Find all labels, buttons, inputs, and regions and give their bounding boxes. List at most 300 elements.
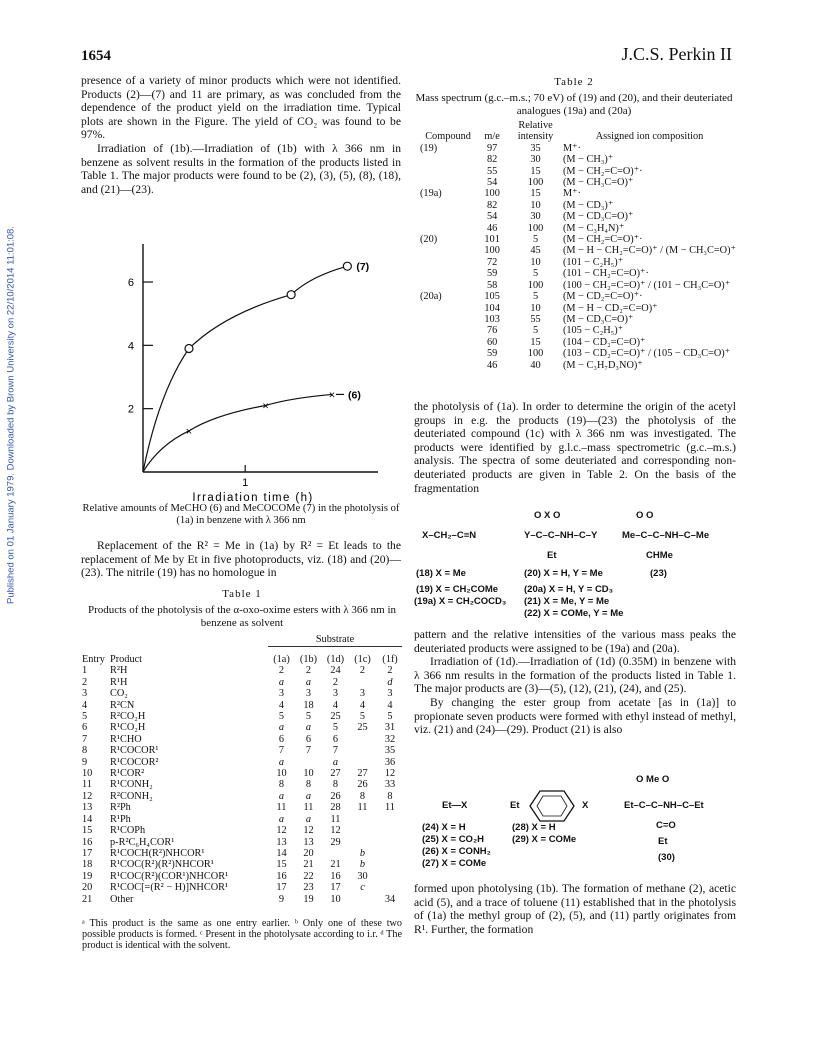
table-cell: 12 — [303, 825, 314, 837]
table2-row — [420, 154, 736, 165]
table-cell — [376, 871, 404, 882]
table-cell: R¹Ph — [110, 813, 131, 825]
table-cell: 10 — [530, 256, 541, 268]
label-26: (26) X = CONH₂ — [422, 846, 491, 857]
table-cell: 13 — [82, 802, 93, 814]
table-cell: 3 — [305, 688, 312, 700]
column-header: Assigned ion composition — [595, 131, 704, 143]
label-30: (30) — [658, 852, 675, 863]
table2-row — [420, 325, 736, 336]
paragraph: Irradiation of (1b).—Irradiation of (1b) with λ 366 nm in benzene as solvent results in the formation of the products listed in Table 1. The major products were found to be (2), (3), (5), (8), (18), and (21)—(23). — [81, 141, 401, 196]
amide-top-atoms: O X O — [534, 510, 561, 521]
table-cell: (M − H − CH₂=C=O)⁺ / (M − CH₃C=O)⁺ — [562, 245, 736, 257]
column-header: (1b) — [299, 654, 318, 665]
table-cell — [420, 303, 476, 314]
table2-row — [420, 314, 736, 325]
amide-substituent: Et — [547, 550, 557, 561]
table-cell: 5 — [278, 711, 285, 723]
table-cell: 10 — [303, 768, 314, 780]
table1-grid — [82, 654, 404, 905]
structure-30-top: O Me O — [636, 774, 670, 785]
table-cell: 13 — [276, 836, 287, 848]
table-cell — [376, 859, 404, 870]
table-cell: 23 — [303, 882, 314, 894]
data-point-circle — [185, 345, 193, 353]
table-cell: 19 — [303, 893, 314, 905]
table1-row — [82, 871, 404, 882]
table-cell: 8 — [332, 779, 339, 791]
table-cell: 59 — [486, 268, 498, 280]
figure-caption: Relative amounts of MeCHO (6) and MeCOCOMe (7) in the photolysis of (1a) in benzene with λ 366 nm — [82, 503, 400, 526]
table-cell: 100 — [484, 245, 500, 257]
table-cell: 5 — [359, 711, 366, 723]
right-text-1 — [414, 400, 736, 495]
series-line — [143, 394, 332, 472]
table2-row — [420, 166, 736, 177]
table2-row — [420, 245, 736, 256]
table-cell — [376, 848, 404, 859]
table-cell: (M − CD₃C=O)⁺ — [562, 313, 634, 325]
table-cell — [420, 211, 476, 222]
table-cell — [420, 268, 476, 279]
table2-row — [420, 268, 736, 279]
download-notice — [4, 200, 18, 630]
series-label: (7) — [356, 261, 370, 274]
x-tick-label: 1 — [242, 477, 249, 489]
table2-row — [420, 234, 736, 245]
table-cell: (M − CH₂=C=O)⁺· — [562, 165, 643, 177]
table-cell — [420, 325, 476, 336]
table-cell: 6 — [305, 733, 312, 745]
table-cell: 5 — [532, 268, 539, 280]
table2-grid — [420, 120, 736, 371]
table-cell: (101 − CH₂=C=O)⁺· — [562, 268, 649, 280]
table-cell: R²CONH₂ — [110, 790, 153, 802]
column-header: Relative intensity — [517, 120, 554, 143]
table-cell: p-R²C₆H₄COR¹ — [110, 836, 175, 848]
table-cell: 5 — [305, 711, 312, 723]
paragraph: Irradiation of (1d).—Irradiation of (1d) (0.35M) in benzene with λ 366 nm results in the formation of the products listed in Table 1. The major products are (3)—(5), (12), (21), (24), and (25). — [414, 655, 736, 696]
label-27: (27) X = COMe — [422, 858, 487, 869]
table-cell: R¹COR² — [110, 768, 145, 780]
table1-title: Products of the photolysis of the α-oxo-oxime esters with λ 366 nm in benzene as solvent — [87, 604, 397, 629]
table-cell: R¹CO₂H — [110, 722, 146, 734]
download-notice-text: Published on 01 January 1979. Downloaded by Brown University on 22/10/2014 11:01:08. — [5, 226, 17, 604]
table-cell: a — [278, 790, 285, 802]
table2-row — [420, 291, 736, 302]
structure-30-ethyl: Et — [658, 836, 668, 847]
table-cell — [420, 257, 476, 268]
table1-row — [82, 665, 404, 676]
table1-row — [82, 791, 404, 802]
table-cell: 4 — [278, 699, 285, 711]
table-cell: b — [359, 859, 366, 871]
table-cell: 101 — [484, 234, 500, 246]
table-cell: (M − C₃H₇D₃NO)⁺ — [562, 359, 643, 371]
substrate-rule — [268, 646, 402, 647]
table1-row — [82, 722, 404, 733]
table-cell: 7 — [278, 745, 285, 757]
table-cell: R¹CONH₂ — [110, 779, 153, 791]
table1-footnote: ᵃ This product is the same as one entry earlier. ᵇ Only one of these two possible products is formed. ᶜ Present in the photolysate according to i.r. ᵈ The product is identical with the solvent. — [82, 918, 402, 952]
table-cell: 28 — [330, 802, 341, 814]
table1-row — [82, 757, 404, 768]
table-cell: 6 — [82, 722, 88, 734]
series-line — [143, 266, 347, 472]
table-cell: 18 — [82, 859, 93, 871]
table-cell: 26 — [357, 779, 368, 791]
structure-23-substituent: CHMe — [646, 550, 673, 561]
table-cell: 58 — [486, 279, 498, 291]
table-cell: (M − CD₃)⁺ — [562, 199, 614, 211]
table-cell: 21 — [303, 859, 314, 871]
table-cell: 17 — [330, 882, 341, 894]
table-cell — [420, 337, 476, 348]
table-cell: (20a) — [420, 291, 442, 303]
table1-row — [82, 688, 404, 699]
table-cell: M⁺· — [562, 142, 581, 154]
table-cell: 8 — [278, 779, 285, 791]
structures-18-23 — [414, 508, 736, 626]
header-row — [420, 120, 736, 143]
table-cell: 8 — [387, 790, 393, 802]
table-cell — [420, 348, 476, 359]
table-cell: 6 — [278, 733, 285, 745]
table-cell: 11 — [82, 779, 92, 791]
table-cell: 5 — [532, 291, 539, 303]
table-cell: 5 — [532, 325, 539, 337]
table-cell: 27 — [357, 768, 368, 780]
table-cell: 10 — [82, 768, 93, 780]
label-19a: (19a) X = CH₂COCD₃ — [414, 596, 507, 607]
paragraph: By changing the ester group from acetate [as in (1a)] to propionate seven products were formed with ethyl instead of methyl, viz. (21) and (24)—(29). Product (21) is also — [414, 695, 736, 737]
table-cell: (100 − CH₂=C=O)⁺ / (101 − CH₃C=O)⁺ — [562, 279, 731, 291]
table-cell: 59 — [486, 348, 498, 360]
table-cell — [295, 757, 322, 768]
table-cell: 35 — [530, 142, 541, 154]
column-header: (1a) — [273, 654, 290, 665]
table1-row — [82, 859, 404, 870]
table-cell: (M − CH₃)⁺ — [562, 154, 614, 166]
table-cell: 31 — [384, 722, 396, 734]
column-header: Entry — [82, 654, 105, 665]
table-cell: 3 — [359, 688, 366, 700]
table-cell: R²Ph — [110, 802, 131, 814]
table1-row — [82, 848, 404, 859]
journal-title: J.C.S. Perkin II — [621, 44, 732, 64]
table-cell: a — [332, 756, 339, 768]
y-tick-label: 2 — [127, 403, 134, 416]
table-cell: CO₂ — [110, 688, 128, 700]
data-point-circle — [343, 262, 351, 270]
column-header: (1c) — [354, 654, 371, 665]
table-cell: 54 — [486, 211, 498, 223]
table-cell: R²CO₂H — [110, 711, 146, 723]
column-header: m/e — [484, 131, 500, 143]
table-cell: 32 — [384, 733, 396, 745]
table-cell: 100 — [527, 177, 544, 189]
table-cell: (101 − C₂H₅)⁺ — [562, 256, 624, 268]
table-cell: 24 — [330, 665, 341, 677]
page-number: 1654 — [81, 48, 111, 64]
table-cell: 15 — [530, 188, 541, 200]
table-cell: 14 — [276, 847, 287, 859]
table-cell: 3 — [278, 688, 285, 700]
structure-24-27: Et—X — [442, 800, 468, 811]
table-cell: R¹COC[=(R² − H)]NHCOR¹ — [110, 882, 229, 894]
table-cell: 17 — [276, 882, 287, 894]
table-cell: 3 — [332, 688, 339, 700]
table-cell: (M − C₃H₄N)⁺ — [562, 222, 625, 234]
table-cell: 11 — [330, 813, 341, 825]
table-cell: (103 − CD₂=C=O)⁺ / (105 − CD₃C=O)⁺ — [562, 348, 731, 360]
table-cell: 27 — [330, 768, 341, 780]
table-cell: 12 — [384, 768, 396, 780]
table1-row — [82, 768, 404, 779]
table-cell: 30 — [530, 211, 541, 223]
table2-row — [420, 188, 736, 199]
table-cell: a — [278, 676, 285, 688]
table-cell: 3 — [82, 688, 88, 700]
table-cell: b — [359, 847, 366, 859]
table-cell: (M − CD₂=C=O)⁺· — [562, 291, 643, 303]
table-cell: (19) — [420, 142, 438, 154]
table2-row — [420, 303, 736, 314]
label-20: (20) X = H, Y = Me — [524, 568, 603, 579]
table-cell — [420, 200, 476, 211]
x-axis-label: Irradiation time (h) — [192, 492, 314, 504]
table-cell: 5 — [82, 711, 88, 723]
table-cell: 19 — [82, 870, 93, 882]
table-cell: 16 — [82, 836, 93, 848]
table-cell: a — [305, 676, 312, 688]
paragraph: presence of a variety of minor products which were not identified. Products (2)—(7) and 11 are primary, as was concluded from the dependence of the product yield on the irradiation time. Typical plots are shown in the Figure. The yield of CO₂ was found to be 97%. — [81, 74, 401, 142]
table-cell — [349, 677, 376, 688]
table2-row — [420, 337, 736, 348]
table-cell: 25 — [330, 711, 341, 723]
table-cell: 15 — [82, 825, 93, 837]
column-header: Compound — [425, 131, 471, 143]
right-top-atoms: O O — [636, 510, 654, 521]
right-text-3 — [414, 882, 736, 936]
table-cell: 10 — [330, 893, 341, 905]
table-cell: 2 — [359, 665, 366, 677]
y-tick-label: 4 — [127, 340, 134, 353]
table2-row — [420, 143, 736, 154]
table-cell: (M − H − CD₂=C=O)⁺ — [562, 302, 658, 314]
table-cell — [420, 360, 476, 371]
table-cell: 5 — [532, 234, 539, 246]
table-cell: 11 — [276, 802, 287, 814]
table-cell: a — [305, 813, 312, 825]
table-cell: 7 — [305, 745, 312, 757]
label-23: (23) — [650, 568, 667, 579]
table-cell: 21 — [82, 893, 93, 905]
table-cell: 11 — [385, 802, 395, 814]
table-cell: 4 — [82, 699, 88, 711]
table-cell: 72 — [486, 256, 498, 268]
label-29: (29) X = COMe — [512, 834, 577, 845]
table1-row — [82, 734, 404, 745]
structure-30: Et–C–C–NH–C–Et — [624, 800, 704, 811]
table-cell: a — [278, 722, 285, 734]
table-cell — [420, 177, 476, 188]
table-cell: 2 — [82, 676, 88, 688]
aryl-ethyl: Et — [510, 800, 520, 811]
table-cell: 30 — [357, 870, 368, 882]
table-cell — [349, 734, 376, 745]
table-cell — [420, 280, 476, 291]
table-cell: 104 — [484, 302, 500, 314]
table-cell: R²H — [110, 665, 128, 677]
table-cell: 97 — [486, 142, 498, 154]
table-cell: (20) — [420, 234, 438, 246]
table-cell: 18 — [303, 699, 314, 711]
label-22: (22) X = COMe, Y = Me — [524, 608, 624, 619]
table-cell: 60 — [486, 336, 498, 348]
table-cell: R¹COCOR² — [110, 756, 159, 768]
table-cell: 17 — [82, 847, 93, 859]
table-cell: 45 — [530, 245, 541, 257]
table-cell — [349, 894, 376, 905]
table-cell: 2 — [387, 665, 393, 677]
table2 — [420, 120, 736, 371]
table-cell: 76 — [486, 325, 498, 337]
table-cell — [322, 848, 349, 859]
table-cell: 40 — [530, 359, 541, 371]
table2-row — [420, 280, 736, 291]
table-cell: 2 — [332, 676, 339, 688]
left-top-text — [81, 74, 401, 196]
table-cell: 100 — [527, 348, 544, 360]
table-cell: 10 — [530, 199, 541, 211]
paragraph: formed upon photolysing (1b). The formation of methane (2), acetic acid (5), and a trace of toluene (11) established that in the photolysis of (1a) the methyl group of (2), (5), and (11) partly originates from R¹. Further, the formation — [414, 882, 736, 936]
table-cell: 100 — [484, 188, 500, 200]
table-cell — [376, 814, 404, 825]
table2-row — [420, 348, 736, 359]
table-cell: 16 — [276, 870, 287, 882]
table-cell — [349, 757, 376, 768]
label-21: (21) X = Me, Y = Me — [524, 596, 610, 607]
table-cell: a — [278, 813, 285, 825]
table-cell: R²CN — [110, 699, 135, 711]
table-cell: R¹H — [110, 676, 128, 688]
table-cell: 26 — [330, 790, 341, 802]
table2-title: Mass spectrum (g.c.–m.s.; 70 eV) of (19) and (20), and their deuteriated analogues (19a) and (20a) — [415, 92, 733, 117]
table-cell: 9 — [278, 893, 285, 905]
table-cell: 21 — [330, 859, 341, 871]
table2-row — [420, 223, 736, 234]
table-cell: c — [360, 882, 365, 894]
table-cell: 2 — [305, 665, 312, 677]
amide-structure: Y–C–C–NH–C–Y — [524, 530, 598, 541]
table-cell — [420, 223, 476, 234]
table-cell: 6 — [332, 733, 339, 745]
table-cell — [376, 837, 404, 848]
header-row — [82, 654, 404, 665]
table-cell: 55 — [530, 313, 541, 325]
label-28: (28) X = H — [512, 822, 556, 833]
table1-row — [82, 882, 404, 893]
table2-row — [420, 360, 736, 371]
table-cell: (105 − C₂H₅)⁺ — [562, 325, 624, 337]
table-cell: (M − CD₃C=O)⁺ — [562, 211, 634, 223]
table-cell: 8 — [305, 779, 312, 791]
table-cell: a — [305, 790, 312, 802]
table-cell: a — [278, 756, 285, 768]
right-text-2 — [414, 628, 736, 737]
table-cell — [420, 166, 476, 177]
column-header: Product — [110, 654, 143, 665]
label-24: (24) X = H — [422, 822, 466, 833]
table1-row — [82, 779, 404, 790]
table-cell: (M − CH₃C=O)⁺ — [562, 177, 634, 189]
left-mid-text — [81, 539, 401, 580]
table-cell — [349, 745, 376, 756]
label-25: (25) X = CO₂H — [422, 834, 485, 845]
series-label: (6) — [348, 389, 361, 402]
table-cell: d — [387, 676, 393, 688]
table-cell: 15 — [276, 859, 287, 871]
table-cell: 103 — [484, 313, 500, 325]
table-cell: R¹COCOR¹ — [110, 745, 159, 757]
table1-row — [82, 837, 404, 848]
table-cell: 10 — [530, 302, 541, 314]
table1-row — [82, 745, 404, 756]
table1-row — [82, 825, 404, 836]
table-cell: 7 — [332, 745, 339, 757]
table-cell: 8 — [82, 745, 88, 757]
table-cell: a — [305, 722, 312, 734]
table1-row — [82, 814, 404, 825]
data-point-circle — [287, 291, 295, 299]
structures-24-30 — [414, 770, 736, 870]
table-cell: 82 — [486, 199, 498, 211]
table-cell: 33 — [384, 779, 396, 791]
table-cell: 20 — [303, 847, 314, 859]
label-18: (18) X = Me — [416, 568, 466, 579]
table-cell: 82 — [486, 154, 498, 166]
table-cell — [420, 314, 476, 325]
table-cell: R¹CHO — [110, 733, 142, 745]
table-cell: 13 — [303, 836, 314, 848]
table-cell: 8 — [359, 790, 366, 802]
table-cell: 20 — [82, 882, 93, 894]
data-point-cross: × — [328, 389, 336, 402]
nitrile-structure: X–CH₂–C≡N — [422, 530, 477, 541]
table-cell: M⁺· — [562, 188, 581, 200]
data-point-cross: × — [185, 425, 193, 438]
table-cell — [376, 882, 404, 893]
paragraph: the photolysis of (1a). In order to determine the origin of the acetyl groups in e.g. the products (19)—(23) the photolysis of the deuteriated compound (1c) with λ 366 nm was investigated. The products were identified by g.l.c.–mass spectrometric (g.c.–m.s.) analysis. The spectra of some deuteriated and corresponding non-deuteriated products are given in Table 2. On the basis of the fragmentation — [414, 400, 736, 495]
table-cell: 12 — [330, 825, 341, 837]
table-cell: R¹COPh — [110, 825, 146, 837]
table1 — [82, 634, 404, 905]
table2-row — [420, 211, 736, 222]
table-cell: Other — [110, 893, 134, 905]
benzene-ring-icon — [526, 788, 578, 824]
paragraph: pattern and the relative intensities of the various mass peaks the deuteriated products were assigned to be (19a) and (20a). — [414, 628, 736, 655]
table-cell: 36 — [384, 756, 396, 768]
table-cell: 11 — [357, 802, 368, 814]
table-cell: 4 — [387, 699, 393, 711]
table-cell: 54 — [486, 177, 498, 189]
table2-label: Table 2 — [554, 76, 594, 88]
table-cell: 9 — [82, 756, 88, 768]
table-cell: 14 — [82, 813, 93, 825]
table-cell: 34 — [384, 893, 396, 905]
table-cell: 11 — [303, 802, 314, 814]
